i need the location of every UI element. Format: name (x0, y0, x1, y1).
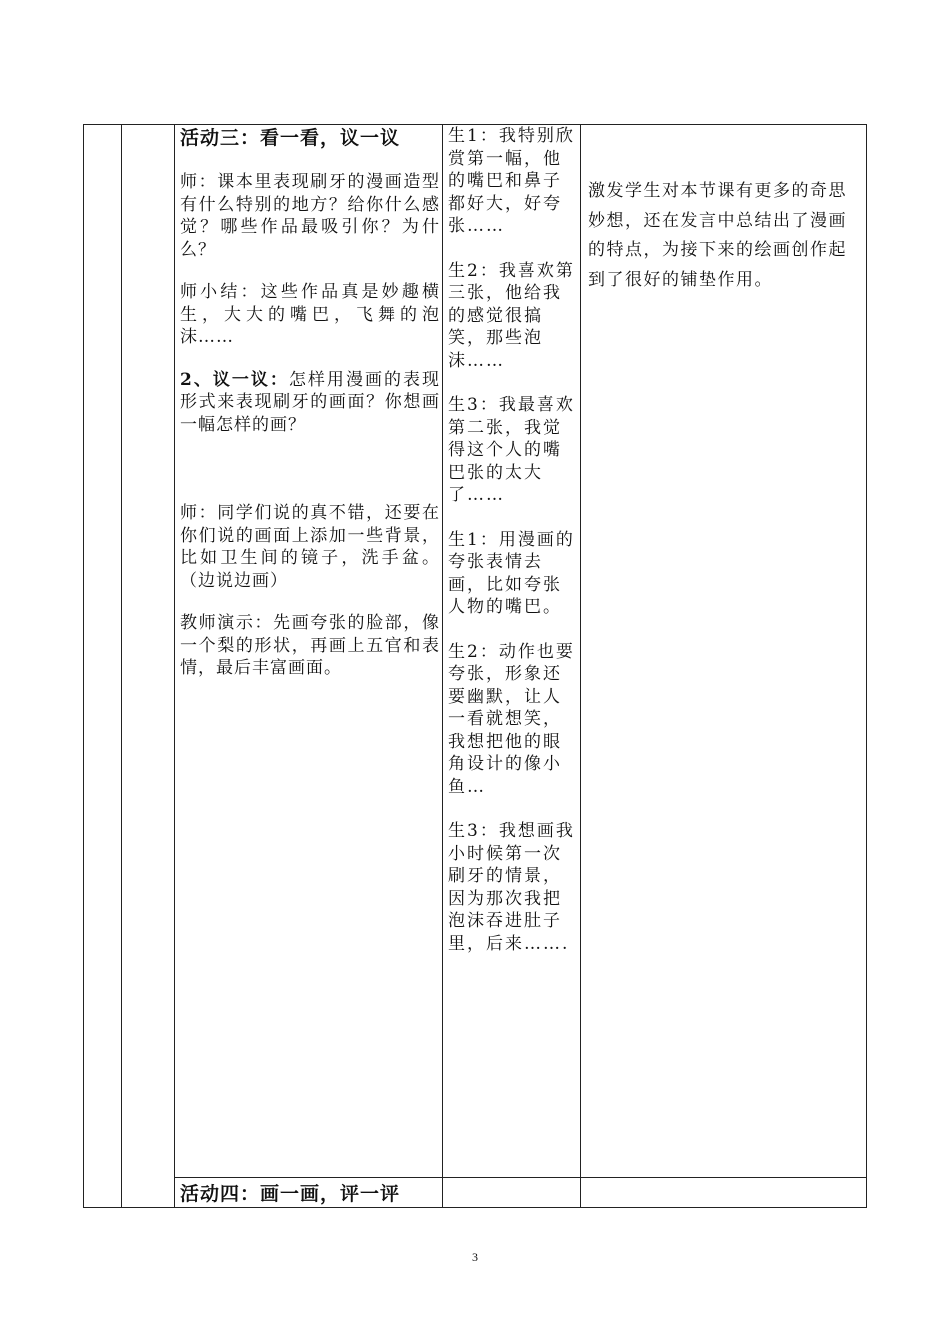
column-divider (174, 125, 175, 1207)
column-divider (121, 125, 122, 1207)
teacher-question-paragraph: 师：课本里表现刷牙的漫画造型有什么特别的地方？给你什么感觉？哪些作品最吸引你？为什么？ (180, 172, 440, 260)
column-divider (442, 125, 443, 1207)
row-divider (174, 1177, 866, 1178)
student-response: 生1：我特别欣赏第一幅，他的嘴巴和鼻子都好大，好夸张…… (448, 126, 575, 236)
student-response: 生2：我喜欢第三张，他给我的感觉很搞笑，那些泡沫…… (448, 260, 575, 371)
discussion-label: 2、议一议： (180, 369, 289, 390)
discussion-text: 怎样用漫画的表现形式来表现刷牙的画面？你想画一幅怎样的画？ (180, 369, 440, 435)
student-response: 生1：用漫画的夸张表情去画，比如夸张人物的嘴巴。 (448, 529, 575, 617)
activity-four-heading: 活动四：画一画，评一评 (180, 1183, 401, 1205)
activity-four-cell (180, 1181, 440, 1207)
student-response: 生3：我最喜欢第二张，我觉得这个人的嘴巴张的太大了…… (448, 395, 575, 505)
page-number: 3 (472, 1250, 478, 1264)
design-intent-cell (588, 177, 864, 295)
activity-three-heading: 活动三：看一看，议一议 (180, 127, 401, 149)
teacher-summary-paragraph: 师小结：这些作品真是妙趣横生，大大的嘴巴，飞舞的泡沫…… (180, 282, 440, 347)
teacher-activity-cell (180, 125, 440, 680)
student-response: 生3：我想画我小时候第一次刷牙的情景，因为那次我把泡沫吞进肚子里，后来……. (448, 821, 575, 954)
column-divider (580, 125, 581, 1207)
teacher-demo-paragraph: 教师演示：先画夸张的脸部，像一个梨的形状，再画上五官和表情，最后丰富画面。 (180, 613, 440, 678)
discussion-paragraph (180, 369, 440, 437)
teacher-comment-paragraph: 师：同学们说的真不错，还要在你们说的画面上添加一些背景，比如卫生间的镜子，洗手盆。（边说边画） (180, 503, 440, 591)
lesson-plan-table (83, 124, 867, 1208)
student-response: 生2：动作也要夸张，形象还要幽默，让人一看就想笑，我想把他的眼角设计的像小鱼… (448, 641, 575, 797)
student-activity-cell (448, 125, 578, 955)
design-intent-text: 激发学生对本节课有更多的奇思妙想，还在发言中总结出了漫画的特点，为接下来的绘画创作起到了很好的铺垫作用。 (588, 181, 847, 290)
